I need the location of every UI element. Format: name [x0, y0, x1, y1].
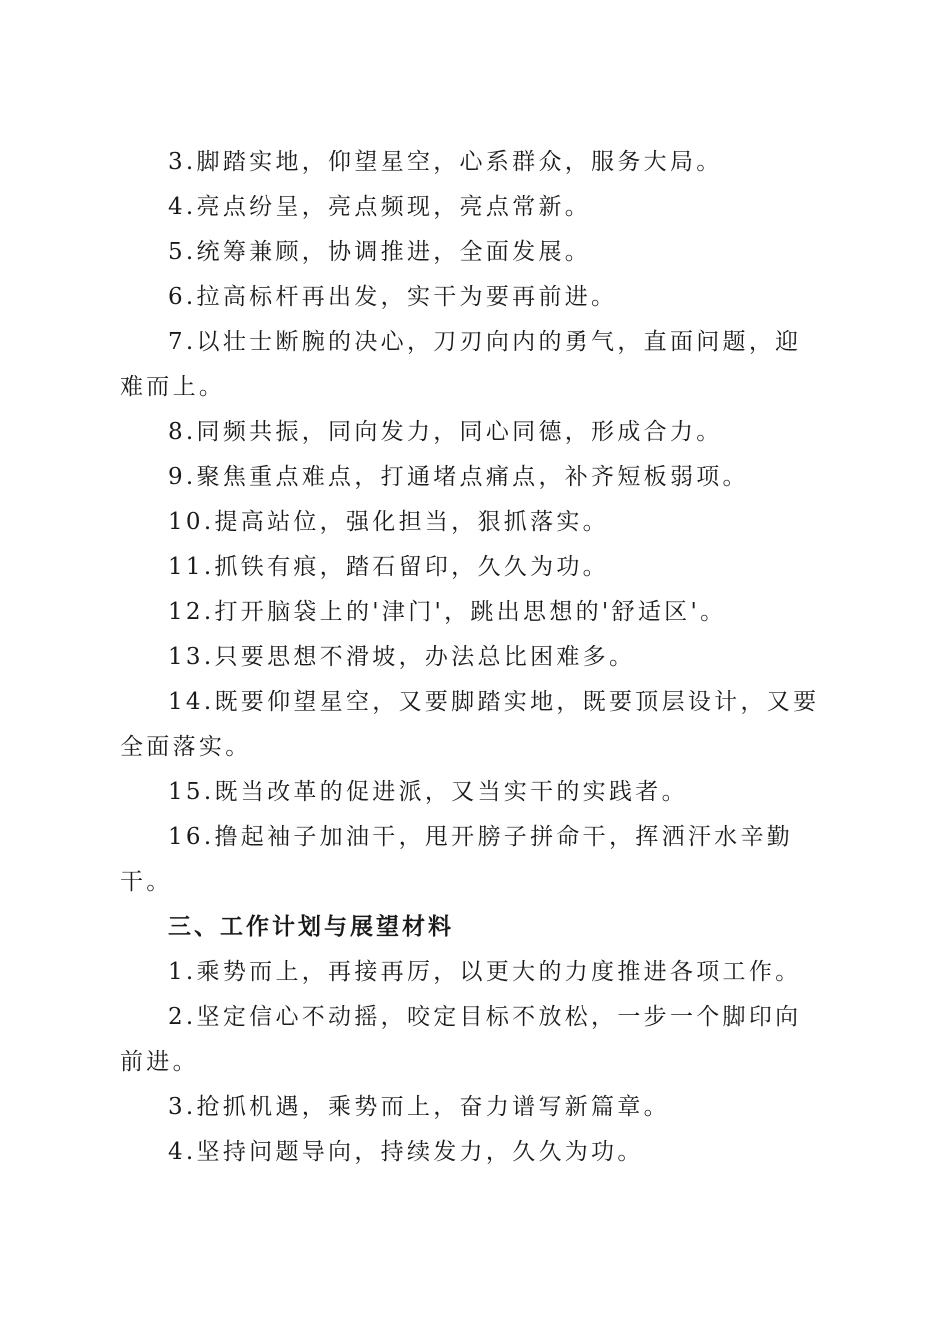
list-item: 12.打开脑袋上的'津门'，跳出思想的'舒适区'。 [168, 599, 727, 625]
section-heading: 三、工作计划与展望材料 [168, 914, 454, 940]
list-item: 11.抓铁有痕，踏石留印，久久为功。 [168, 554, 609, 580]
list-item: 5.统筹兼顾，协调推进，全面发展。 [168, 239, 592, 265]
list-item: 7.以壮士断腕的决心，刀刃向内的勇气，直面问题，迎难而上。 [120, 329, 802, 400]
document-body [120, 140, 824, 1175]
list-item: 13.只要思想不滑坡，办法总比困难多。 [168, 644, 636, 670]
list-item: 10.提高站位，强化担当，狠抓落实。 [168, 509, 609, 535]
list-item: 4.坚持问题导向，持续发力，久久为功。 [168, 1139, 644, 1165]
list-item: 8.同频共振，同向发力，同心同德，形成合力。 [168, 419, 723, 445]
list-item: 1.乘势而上，再接再厉，以更大的力度推进各项工作。 [168, 959, 802, 985]
list-item: 9.聚焦重点难点，打通堵点痛点，补齐短板弱项。 [168, 464, 749, 490]
list-item: 15.既当改革的促进派，又当实干的实践者。 [168, 779, 688, 805]
list-item: 16.撸起袖子加油干，甩开膀子拼命干，挥洒汗水辛勤干。 [120, 824, 794, 895]
list-item: 4.亮点纷呈，亮点频现，亮点常新。 [168, 194, 592, 220]
list-item: 3.抢抓机遇，乘势而上，奋力谱写新篇章。 [168, 1094, 670, 1120]
list-item: 6.拉高标杆再出发，实干为要再前进。 [168, 284, 618, 310]
list-item: 14.既要仰望星空，又要脚踏实地，既要顶层设计，又要全面落实。 [120, 689, 820, 760]
list-item: 3.脚踏实地，仰望星空，心系群众，服务大局。 [168, 149, 723, 175]
list-item: 2.坚定信心不动摇，咬定目标不放松，一步一个脚印向前进。 [120, 1004, 802, 1075]
